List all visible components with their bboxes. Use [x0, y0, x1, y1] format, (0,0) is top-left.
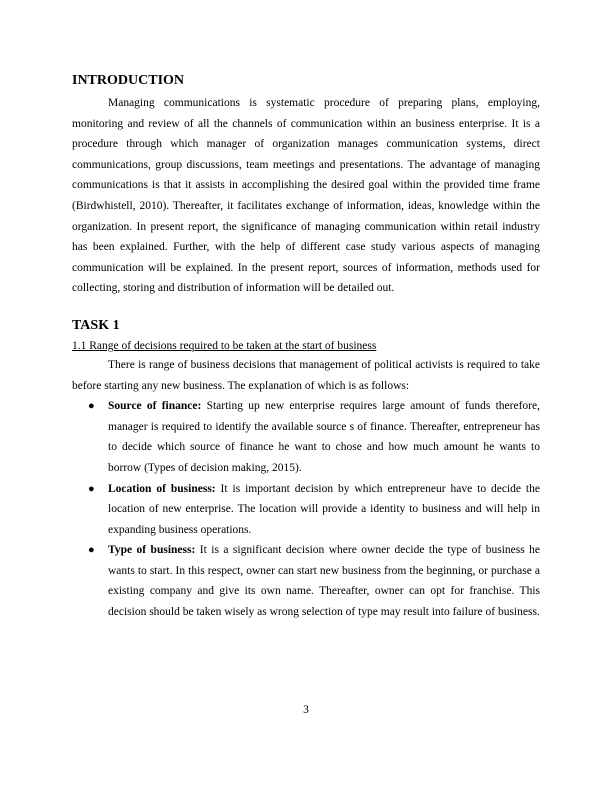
task1-intro-paragraph: There is range of business decisions that management of political activists is required to take before starting any new business. The explanation of which is as follows: [72, 358, 540, 392]
list-item-text: It is important decision by which entrepreneur have to decide the location of new enterprise. The location will provide a identity to business and will help in expanding business operations. [108, 482, 540, 536]
task1-subheading: 1.1 Range of decisions required to be taken at the start of business [72, 339, 377, 352]
list-item-text: Starting up new enterprise requires large amount of funds therefore, manager is required to identify the available source s of finance. Thereafter, entrepreneur has to decide which source of finance he want to chose and how much amount he wants to borrow (Types of decision making, 2015). [108, 400, 540, 474]
list-item-title: Source of finance: [108, 400, 202, 413]
page-content [72, 72, 540, 623]
bullet-icon: ● [88, 482, 95, 495]
list-item-text: It is a significant decision where owner decide the type of business he wants to start. In this respect, owner can start new business from the beginning, or purchase a existing company and give its own name. Thereafter, owner can opt for franchise. This decision should be taken wisely as wrong selection of type may result into failure of business. [108, 544, 541, 619]
introduction-paragraph: Managing communications is systematic procedure of preparing plans, employing, monitoring and review of all the channels of communication within an business enterprise. It is a procedure through which manager of organization manages communication systems, direct communications, group discussions, team meetings and presentations. The advantage of managing communications is that it assists in accomplishing the desired goal within the provided time frame (Birdwhistell, 2010). Thereafter, it facilitates exchange of information, ideas, knowledge within the organization. In present report, the significance of managing communication within retail industry has been explained. Further, with the help of different case study various aspects of managing communication will be explained. In the present report, sources of information, methods used for collecting, storing and distribution of information will be detailed out. [72, 97, 540, 295]
introduction-heading: INTRODUCTION [72, 73, 185, 88]
page-number: 3 [303, 704, 309, 716]
list-item-type-of-business [72, 540, 540, 622]
bullet-icon: ● [88, 544, 95, 557]
list-item-source-of-finance [72, 396, 540, 478]
decision-list [72, 396, 540, 623]
list-item-location-of-business [72, 479, 540, 541]
list-item-title: Type of business: [108, 544, 196, 557]
task1-heading: TASK 1 [72, 317, 120, 333]
bullet-icon: ● [88, 400, 95, 413]
list-item-title: Location of business: [108, 482, 216, 495]
